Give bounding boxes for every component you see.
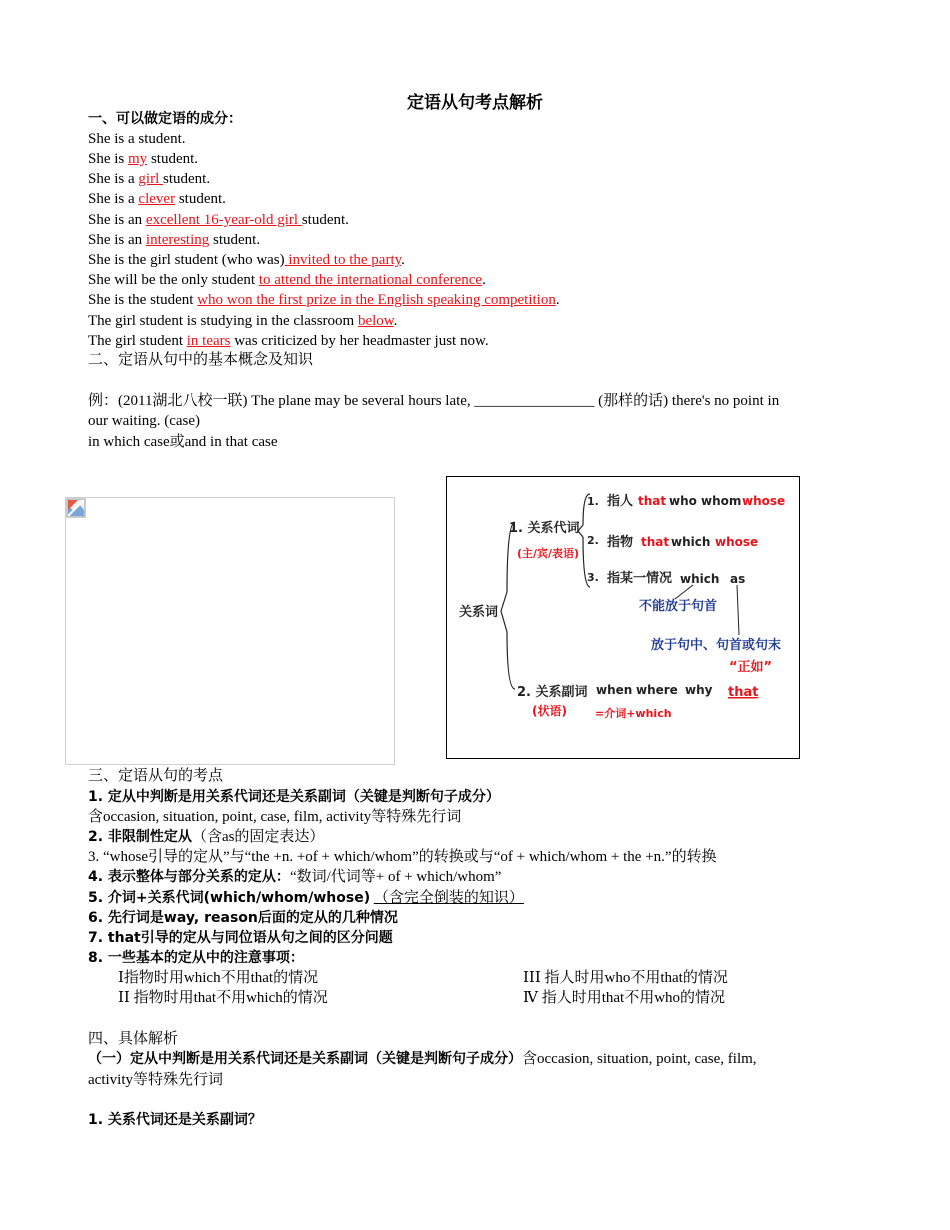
example-sentence xyxy=(88,149,198,169)
section4-sub xyxy=(88,1049,757,1069)
row3-num: 3. xyxy=(587,571,599,584)
outer-brace-bottom xyxy=(507,632,515,689)
sentence-text: She is the girl student (who was) xyxy=(88,252,285,268)
sentence-text: student. xyxy=(163,171,211,187)
relative-words-diagram xyxy=(446,476,800,759)
row2-label: 指物 xyxy=(607,535,634,550)
sentence-text: . xyxy=(555,292,560,308)
section2-heading: 二、定语从句中的基本概念及知识 xyxy=(88,352,314,368)
point-7: 7. that引导的定从与同位语从句之间的区分问题 xyxy=(88,930,393,946)
section4-heading: 四、具体解析 xyxy=(88,1031,179,1047)
row3-which: which xyxy=(680,572,720,586)
sentence-text: She is a xyxy=(88,171,139,187)
attributive-phrase: excellent 16-year-old girl xyxy=(145,212,302,228)
section1-heading: 一、可以做定语的成分： xyxy=(88,111,242,127)
example-sentence xyxy=(88,210,349,230)
adverb-why: why xyxy=(685,683,713,697)
attributive-phrase: clever xyxy=(138,191,176,207)
point-5-bold: 5. 介词+关系代词(which/whom/whose) xyxy=(88,890,371,906)
example-sentence xyxy=(88,189,226,209)
adverb-role: (状语) xyxy=(532,704,567,718)
attributive-phrase: who won the first prize in the English speaking competition xyxy=(197,292,556,308)
which-arrow xyxy=(675,585,693,599)
example-sentence xyxy=(88,129,186,149)
attributive-phrase: in tears xyxy=(186,333,231,349)
point-4 xyxy=(88,867,501,887)
row3-label: 指某一情况 xyxy=(607,571,673,586)
row3-as: as xyxy=(730,572,746,586)
row1-whose: whose xyxy=(742,494,786,508)
point-6: 6. 先行词是way, reason后面的定从的几种情况 xyxy=(88,910,398,926)
point-2-rest: （含as的固定表达） xyxy=(191,829,325,845)
point-2-bold: 2. 非限制性定从 xyxy=(88,829,192,845)
point-8: 8. 一些基本的定从中的注意事项： xyxy=(88,950,304,966)
question-1: 1. 关系代词还是关系副词？ xyxy=(88,1112,262,1128)
point-2 xyxy=(88,827,324,847)
adverb-note: =介词+which xyxy=(595,707,672,720)
row2-num: 2. xyxy=(587,534,599,547)
row1-words: who whom xyxy=(669,494,742,508)
row2-words: which xyxy=(671,535,711,549)
adverb-that: that xyxy=(728,685,759,700)
point-4-bold: 4. 表示整体与部分关系的定从： xyxy=(88,869,290,885)
sentence-text: She is an xyxy=(88,232,146,248)
note-iv: Ⅳ 指人时用that不用who的情况 xyxy=(523,990,726,1006)
page-title: 定语从句考点解析 xyxy=(407,93,543,113)
sentence-text: . xyxy=(482,272,486,288)
outer-brace-point xyxy=(501,592,507,632)
adverb-where: where xyxy=(636,683,678,697)
sentence-text: She is the student xyxy=(88,292,198,308)
note-which: 不能放于句首 xyxy=(639,599,718,614)
example-sentence xyxy=(88,169,210,189)
note-i: Ⅰ指物时用which不用that的情况 xyxy=(118,970,319,986)
note-as: 放于句中、句首或句末 xyxy=(651,638,782,653)
sentence-text: The girl student is studying in the classroom xyxy=(88,313,358,329)
sentence-text: student. xyxy=(147,151,199,167)
sentence-text: student. xyxy=(209,232,261,248)
row1-that: that xyxy=(638,494,667,508)
example-sentence xyxy=(88,270,486,290)
sentence-text: She is xyxy=(88,151,129,167)
attributive-phrase: to attend the international conference xyxy=(258,272,483,288)
row2-that: that xyxy=(641,535,670,549)
section3-heading: 三、定语从句的考点 xyxy=(88,768,224,784)
adverb-when: when xyxy=(596,683,633,697)
section4-sub-line2: activity等特殊先行词 xyxy=(88,1072,223,1088)
example-line-1: 例：(2011湖北八校一联) The plane may be several hours late, ________________ (那样的话) there's no point in xyxy=(88,393,780,409)
point-4-rest: “数词/代词等+ of + which/whom” xyxy=(289,869,502,885)
row1-num: 1. xyxy=(587,495,599,508)
example-sentence xyxy=(88,250,405,270)
sentence-text: She will be the only student xyxy=(88,272,259,288)
note-iii: ⅠⅠⅠ 指人时用who不用that的情况 xyxy=(523,970,728,986)
sentence-text: She is an xyxy=(88,212,146,228)
broken-image-icon xyxy=(66,498,86,518)
attributive-phrase: invited to the party xyxy=(284,252,402,268)
as-arrow xyxy=(737,585,739,635)
point-1-note: 含occasion, situation, point, case, film, activity等特殊先行词 xyxy=(88,809,462,825)
sentence-text: student. xyxy=(175,191,226,207)
example-sentence xyxy=(88,290,560,310)
attributive-phrase: below xyxy=(357,313,394,329)
point-5 xyxy=(88,888,524,908)
example-sentence xyxy=(88,311,397,331)
sentence-text: was criticized by her headmaster just now. xyxy=(230,333,489,349)
adverb-title: 2. 关系副词 xyxy=(517,685,588,700)
sentence-text: The girl student xyxy=(88,333,187,349)
pronoun-title: 1. 关系代词 xyxy=(509,521,580,536)
example-sentence xyxy=(88,230,260,250)
row2-whose: whose xyxy=(715,535,759,549)
point-3: 3. “whose引导的定从”与“the +n. +of + which/whom”的转换或与“of + which/whom + the +n.”的转换 xyxy=(88,849,717,865)
row1-label: 指人 xyxy=(607,494,634,509)
example-answer: in which case或and in that case xyxy=(88,434,278,450)
attributive-phrase: my xyxy=(128,151,148,167)
note-ii: ⅠⅠ 指物时用that不用which的情况 xyxy=(118,990,328,1006)
missing-image xyxy=(65,497,395,765)
sentence-text: She is a xyxy=(88,191,139,207)
example-sentence xyxy=(88,331,489,351)
sentence-text: She is a student. xyxy=(88,131,186,147)
point-5-rest: （含完全倒装的知识） xyxy=(373,890,524,906)
sentence-text: . xyxy=(393,313,398,329)
sentence-text: student. xyxy=(301,212,349,228)
pronoun-role: (主/宾/表语) xyxy=(517,547,580,560)
point-1: 1. 定从中判断是用关系代词还是关系副词（关键是判断句子成分） xyxy=(88,789,500,805)
example-line-2: our waiting. (case) xyxy=(88,413,201,429)
section4-sub-rest: 含occasion, situation, point, case, film, xyxy=(522,1051,757,1067)
section4-sub-bold: （一）定从中判断是用关系代词还是关系副词（关键是判断句子成分） xyxy=(88,1051,522,1067)
diagram-root: 关系词 xyxy=(459,605,499,620)
attributive-phrase: girl xyxy=(138,171,164,187)
attributive-phrase: interesting xyxy=(145,232,210,248)
note-zhengru: “正如” xyxy=(729,660,773,675)
sentence-text: . xyxy=(401,252,405,268)
